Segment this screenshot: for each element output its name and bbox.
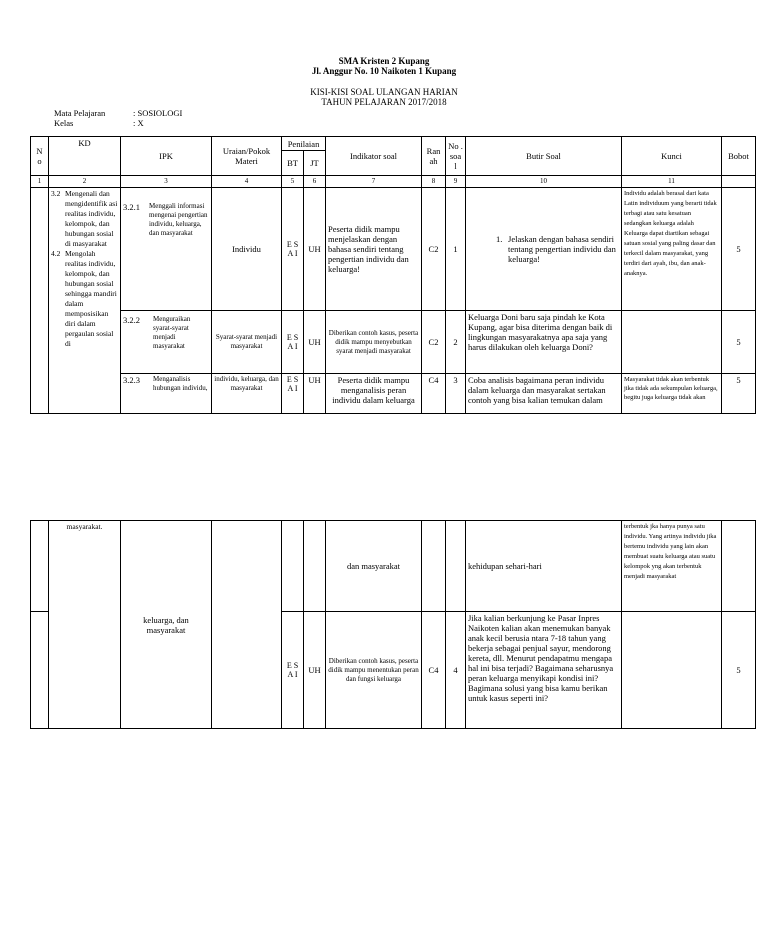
no-soal-cell: 4 [446, 612, 466, 729]
col-number: 10 [466, 176, 622, 188]
header-bobot: Bobot [722, 137, 756, 176]
class-label: Kelas [54, 118, 74, 128]
indikator-cell: Diberikan contoh kasus, peserta didik mampu menentukan peran dan fungsi keluarga [326, 612, 422, 729]
indikator-cell: dan masyarakat [326, 521, 422, 612]
kunci-cell: Masyarakat tidak akan terbentuk jika tidak ada sekumpulan keluarga, begitu juga keluarga tidak akan [622, 374, 722, 414]
no-soal-cell: 2 [446, 311, 466, 374]
kd-item: 3.2 Mengenali dan mengidentifik asi realitas individu, kelompok, dan hubungan sosial di masyarakat [51, 189, 118, 248]
subject-value: : SOSIOLOGI [133, 108, 183, 118]
jt-cell: UH [304, 612, 326, 729]
kunci-cell [622, 612, 722, 729]
header-ipk: IPK [121, 137, 212, 176]
indikator-cell: Peserta didik mampu menganalisis peran individu dalam keluarga [326, 374, 422, 414]
col-number: 2 [49, 176, 121, 188]
header-jt: JT [304, 151, 326, 176]
butir-cell: kehidupan sehari-hari [466, 521, 622, 612]
kd-cell: masyarakat. [49, 521, 121, 729]
bt-cell: E S A I [282, 311, 304, 374]
col-number: 3 [121, 176, 212, 188]
col-number: 5 [282, 176, 304, 188]
bt-cell: E S A I [282, 188, 304, 311]
header-kunci: Kunci [622, 137, 722, 176]
col-number: 6 [304, 176, 326, 188]
indikator-cell: Diberikan contoh kasus, peserta didik mampu menyebutkan syarat menjadi masyarakat [326, 311, 422, 374]
col-number: 4 [212, 176, 282, 188]
col-number: 7 [326, 176, 422, 188]
jt-cell: UH [304, 311, 326, 374]
bobot-cell: 5 [722, 311, 756, 374]
bobot-cell: 5 [722, 374, 756, 414]
no-soal-cell [446, 521, 466, 612]
document-title: KISI-KISI SOAL ULANGAN HARIAN [310, 87, 458, 97]
bobot-cell: 5 [722, 188, 756, 311]
ranah-cell: C4 [422, 374, 446, 414]
header-kd: KD [49, 137, 121, 176]
materi-cell: Syarat-syarat menjadi masyarakat [212, 311, 282, 374]
no-cell [31, 521, 49, 612]
ranah-cell: C2 [422, 311, 446, 374]
ipk-cell: 3.2.1 Menggali informasi mengenai pengertian individu, keluarga, dan masyarakat [121, 188, 212, 311]
jt-cell [304, 521, 326, 612]
kunci-cell [622, 311, 722, 374]
grid-table-page-2 [30, 520, 756, 729]
butir-cell: Coba analisis bagaimana peran individu dalam keluarga dan masyarakat sertakan contoh yang bisa kalian temukan dalam [466, 374, 622, 414]
school-address: Jl. Anggur No. 10 Naikoten 1 Kupang [311, 66, 457, 76]
butir-cell: 1. Jelaskan dengan bahasa sendiri tentang pengertian individu dan keluarga! [466, 188, 622, 311]
header-indikator: Indikator soal [326, 137, 422, 176]
col-number: 9 [446, 176, 466, 188]
jt-cell: UH [304, 374, 326, 414]
materi-cell [212, 521, 282, 729]
no-soal-cell: 3 [446, 374, 466, 414]
ranah-cell: C4 [422, 612, 446, 729]
header-ranah: Ran ah [422, 137, 446, 176]
no-soal-cell: 1 [446, 188, 466, 311]
butir-cell: Keluarga Doni baru saja pindah ke Kota Kupang, agar bisa diterima dengan baik di lingkungan masyarakatnya apa saja yang harus dilakukan oleh keluarga Doni? [466, 311, 622, 374]
kd-item: 4.2 Mengolah realitas individu, kelompok, dan hubungan sosial sehingga mandiri dalam memposisikan diri dalam pergaulan sosial di [51, 249, 117, 348]
no-cell [31, 612, 49, 729]
ipk-cell: keluarga, dan masyarakat [121, 521, 212, 729]
ranah-cell [422, 521, 446, 612]
subject-label: Mata Pelajaran [54, 108, 106, 118]
butir-cell: Jika kalian berkunjung ke Pasar Inpres Naikoten kalian akan menemukan banyak anak kecil berusia ntara 7-18 tahun yang bekerja sebagai penjual sayur, mendorong kereta, dll. Menurut pendapatmu mengapa hal ini bisa terjadi? Bagaimana seharusnya peran keluarga menyikapi kondisi ini? Bagimana solusi yang bisa kamu berikan untuk kasus seperti ini? [466, 612, 622, 729]
header-no-soal: No . soa l [446, 137, 466, 176]
kunci-cell: terbentuk jka hanya punya satu individu. Yang artinya individu jika bertemu individu yang lain akan membuat suatu keluarga atau suatu kelompok yng akan terbentuk menjadi masyarakat [622, 521, 722, 612]
bt-cell: E S A I [282, 612, 304, 729]
header-butir: Butir Soal [466, 137, 622, 176]
no-cell [31, 188, 49, 414]
kd-cell [49, 188, 121, 414]
ipk-cell: 3.2.3 Menganalisis hubungan individu, [121, 374, 212, 414]
bt-cell [282, 521, 304, 612]
header-penilaian: Penilaian [282, 137, 326, 151]
class-value: : X [133, 118, 144, 128]
jt-cell: UH [304, 188, 326, 311]
bobot-cell [722, 521, 756, 612]
academic-year: TAHUN PELAJARAN 2017/2018 [321, 97, 447, 107]
materi-cell: Individu [212, 188, 282, 311]
grid-table-page-1 [30, 136, 756, 414]
indikator-cell: Peserta didik mampu menjelaskan dengan bahasa sendiri tentang pengertian individu dan keluarga! [326, 188, 422, 311]
header-bt: BT [282, 151, 304, 176]
materi-cell: individu, keluarga, dan masyarakat [212, 374, 282, 414]
header-materi: Uraian/Pokok Materi [212, 137, 282, 176]
col-number: 1 [31, 176, 49, 188]
header-no: N o [31, 137, 49, 176]
col-number [722, 176, 756, 188]
school-name: SMA Kristen 2 Kupang [338, 56, 430, 66]
ipk-cell: 3.2.2 Menguraikan syarat-syarat menjadi masyarakat [121, 311, 212, 374]
col-number: 11 [622, 176, 722, 188]
kunci-cell: Individu adalah berasal dari kata Latin individuum yang berarti tidak terbagi atau satu kesatuan sedangkan keluarga adalah Keluarga dapat diartikan sebagai satuan sosial yang paling dasar dan terkecil dalam masyarakat, yang terdiri dari ayah, ibu, dan anak-anaknya. [622, 188, 722, 311]
bobot-cell: 5 [722, 612, 756, 729]
col-number: 8 [422, 176, 446, 188]
ranah-cell: C2 [422, 188, 446, 311]
bt-cell: E S A I [282, 374, 304, 414]
